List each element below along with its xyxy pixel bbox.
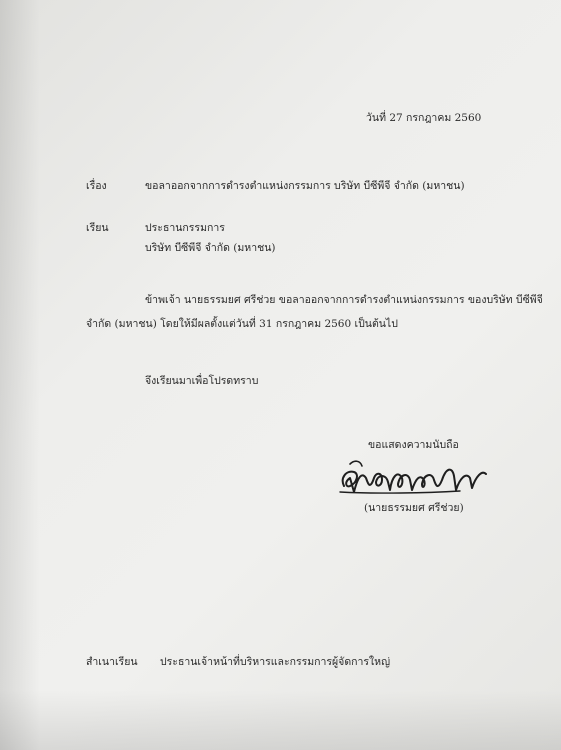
body-paragraph-line-2: จำกัด (มหาชน) โดยให้มีผลตั้งแต่วันที่ 31 กรกฎาคม 2560 เป็นต้นไป	[86, 318, 398, 330]
recipient-company: บริษัท บีซีพีจี จำกัด (มหาชน)	[145, 242, 276, 254]
page-shadow-left	[0, 0, 40, 750]
closing-line: จึงเรียนมาเพื่อโปรดทราบ	[145, 375, 259, 387]
subject-text: ขอลาออกจากการดำรงตำแหน่งกรรมการ บริษัท บีซีพีจี จำกัด (มหาชน)	[145, 180, 465, 192]
recipient-title: ประธานกรรมการ	[145, 222, 225, 234]
regards-line: ขอแสดงความนับถือ	[368, 439, 459, 451]
cc-label: สำเนาเรียน	[86, 656, 138, 668]
page-shadow-bottom	[0, 690, 561, 750]
subject-label: เรื่อง	[86, 180, 107, 192]
signer-name: (นายธรรมยศ ศรีช่วย)	[364, 502, 464, 514]
body-paragraph-line-1: ข้าพเจ้า นายธรรมยศ ศรีช่วย ขอลาออกจากการดำรงตำแหน่งกรรมการ ของบริษัท บีซีพีจี	[145, 294, 543, 306]
handwritten-signature	[336, 456, 492, 500]
letter-date: วันที่ 27 กรกฎาคม 2560	[366, 112, 482, 124]
recipient-label: เรียน	[86, 222, 109, 234]
cc-recipient: ประธานเจ้าหน้าที่บริหารและกรรมการผู้จัดการใหญ่	[160, 656, 391, 668]
